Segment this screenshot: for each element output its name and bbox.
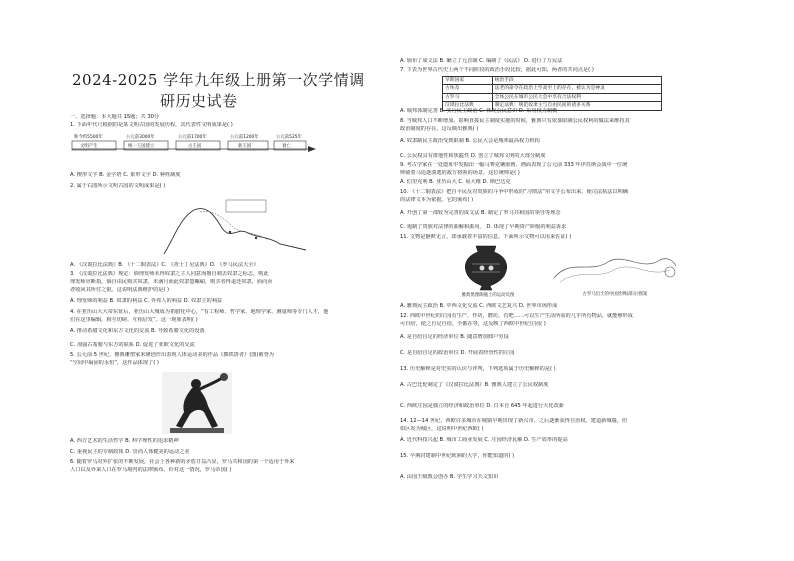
q10-line2: 的法律文本为依据。它的颁布( ) bbox=[400, 197, 474, 203]
timeline-label-2: 公元前3000年 bbox=[126, 135, 155, 140]
q1-options: A. 楔形文字 B. 金字塔 C. 象形文字 D. 种姓制度 bbox=[70, 172, 181, 178]
vase-graphic bbox=[458, 244, 514, 292]
q10-line1: 10. 《十二铜表法》把自平民反对贵族的斗争中形成的“习惯法”用文字公布出来，使司法执法以明确 bbox=[400, 189, 628, 195]
timeline-event-5: 衰亡 bbox=[282, 144, 291, 149]
q4-line2: 们在这里编辑，相互切磋，互相启发”。这一现象表明( ) bbox=[70, 317, 198, 323]
exam-title-line1: 2024-2025 学年九年级上册第一次学情调 bbox=[72, 71, 365, 89]
table-cell: 古埃及 bbox=[443, 85, 493, 93]
table-row bbox=[443, 85, 662, 93]
q13-stem: 13. 历史解释是对史实的认识与评判，下列选项属于历史解释的是( ) bbox=[400, 366, 556, 372]
q5-options-cd: C. 重视民主的专制政体 D. 崇尚人体健美的运动之美 bbox=[70, 449, 190, 455]
table-cell: 汉谟拉比法典 bbox=[443, 102, 493, 110]
q12-options-cd: C. 是自给自足的政治单位 D. 开展着经营性的庄园 bbox=[400, 350, 515, 356]
timeline-event-2: 统一王国建立 bbox=[128, 144, 155, 149]
timeline-label-3: 公元前1700年 bbox=[178, 135, 207, 140]
timeline-label-5: 公元前525年 bbox=[276, 135, 302, 140]
map-graphic bbox=[160, 198, 310, 258]
timeline-label-1: 距今约5500年 bbox=[74, 135, 103, 140]
q5-discobolus-image bbox=[162, 372, 232, 434]
table-cell: 全体公民在城市公民大会中享有合法权利 bbox=[492, 93, 661, 101]
q1-timeline bbox=[70, 133, 320, 159]
table-row bbox=[443, 77, 662, 85]
q2-options: A. 《汉谟拉比法典》B. 《十二铜表法》C. 《查士丁尼法典》D. 《罗马民法大全》 bbox=[70, 262, 259, 268]
q11-right-caption: 古罗马出土的中国丝绸(部分)图案 bbox=[582, 292, 648, 297]
q3-options: A. 理发师的利益 B. 奴隶的利益 C. 外邦人的利益 D. 奴隶主的利益 bbox=[70, 298, 223, 304]
exam-title-line2: 研历史试卷 bbox=[160, 92, 238, 110]
q8-options-ab: A. 奴隶制民主政治受到限制 B. 公民大会是城邦最高权力机构 bbox=[400, 138, 540, 144]
table-row bbox=[443, 93, 662, 101]
timeline-event-3: 古王国 bbox=[188, 144, 202, 149]
timeline-event-1: 文明产生 bbox=[80, 144, 98, 149]
q12-line2: 可自给，使之自足自给。全都在等，这反映了西欧中世纪庄园( ) bbox=[400, 321, 546, 327]
timeline-label-4: 公元前1200年 bbox=[230, 135, 259, 140]
silk-graphic bbox=[550, 248, 680, 288]
q3-line1: 3. 《汉谟拉比法典》规定：倘理发师未得奴隶之主人同意而擅自剃去奴隶之标志，则此 bbox=[70, 271, 269, 277]
section-heading: 一、选择题：本大题共 15题；共 30分 bbox=[70, 114, 160, 120]
q3-line3: 者收回其所付之银。这说明法典维护的是( ) bbox=[70, 287, 170, 293]
table-cell: 统治手段 bbox=[492, 77, 661, 85]
q10-options-ab: A. 开创了第一部较为完善的成文法 B. 制定了罗马共和国的领导等理念 bbox=[400, 210, 561, 216]
q6-options: A. 颁布了成文法 B. 确立了元首制 C. 编制了《民法》 D. 进行了万民法 bbox=[400, 58, 563, 64]
q13-options-ab: A. 古巴比伦制定了《汉谟拉比法典》B. 雅典人建立了公民权制度 bbox=[400, 382, 549, 388]
q10-options-cd: C. 遏制了贵族对法律的曲解和滥用。 D. 体现了早期资产阶级的利益诉求 bbox=[400, 224, 567, 230]
q1-stem: 1. 下面年代尺根据的是某文明古国的发展历程，其代表性文明成果是( ) bbox=[70, 122, 233, 128]
q14-line2: 如区发为城区，这说明中世纪西欧( ) bbox=[400, 426, 484, 432]
q4-options-ab: A. 推动希腊文化和东方文化的交流 B. 导致希腊文化的没落 bbox=[70, 328, 205, 334]
q8-line2: 政治制度的存在。这反映出雅典( ) bbox=[400, 126, 479, 132]
q7-stem: 7. 下表为世界古代史上两个不同阶段的政治手段比较，据此可知，两者的共同点是( ) bbox=[400, 67, 594, 73]
q12-options-ab: A. 是自给自足的经济单位 B. 随意增加佃户劳役 bbox=[400, 334, 509, 340]
q4-line1: 4. 在亚历山大大帝东征后，亚历山大城成为希腊化中心，“有工程师、哲学家、地理学家、测量师等专门人才，他 bbox=[70, 309, 329, 315]
q14-line1: 14. 12—14 世纪，西欧许多城市在城镇早期出现了新兴市，之后逐渐获得自治权，建造新城墙，但 bbox=[400, 418, 628, 424]
q11-options: A. 雅典民主政治 B. 中西文化交流 C. 西欧文艺复兴 D. 世界市场形成 bbox=[400, 303, 558, 309]
timeline-event-4: 新王国 bbox=[238, 144, 252, 149]
q11-left-caption: 雅典黑像陶瓶上的运动员图 bbox=[461, 293, 515, 298]
q9-options: A. 伯里克利 B. 亚历山大 C. 屋大维 D. 斯巴达克 bbox=[400, 179, 511, 185]
q7-table bbox=[442, 76, 662, 111]
q5-line1: 5. 公元前 5 世纪，雅典雕塑家米隆创作出表现人体运动美的作品《掷铁饼者》(图)被誉为 bbox=[70, 352, 274, 358]
q11-silk-image bbox=[550, 248, 680, 288]
q15-stem: 15. 早期封建制中世纪欧洲的大学，你能知道的( ) bbox=[400, 453, 515, 459]
q4-options-cd: C. 加强古希腊与东方的联系 D. 促进了亚欧文化的交流 bbox=[70, 342, 195, 348]
q9-line1: 9. 考古学家在一处遗址中发掘出一幅马赛克镶嵌画，画面表现了公元前 333 年伊苏斯会战中一位统 bbox=[400, 162, 628, 168]
q2-map bbox=[160, 198, 310, 258]
q5-line2: “空间中凝固的永恒”，这作品体现了( ) bbox=[70, 360, 159, 366]
q3-line2: 理发师应断指。倘自由民购买奴隶，未满月而此奴隶患癫痫，则买者得退还奴隶，而向卖 bbox=[70, 279, 273, 285]
statue-graphic bbox=[162, 372, 232, 434]
table-cell: 法老的命令在政治上至高至上的存在，被认为是神灵 bbox=[492, 85, 661, 93]
q2-stem: 2. 属于右图所示文明古国的文明成果是( ) bbox=[70, 183, 166, 189]
table-cell: 早期国家 bbox=[443, 77, 493, 85]
table-cell: 制定法典：规范奴隶主与自由民间的诸多关系 bbox=[492, 102, 661, 110]
q8-line1: 8. 当城邦人口不断增加、影响直接民主制度实施的时候，雅典只有依靠限制公民权利的做法来维持其 bbox=[400, 118, 630, 124]
q12-line1: 12. 西欧中世纪的庄园有生产，作坊，磨坊，有吧……可以生产生活所需的几乎所有物品，就能够形成 bbox=[400, 313, 633, 319]
q11-stem: 11. 文物是静默无言，却承载着丰富的信息。下面所示文物可以用来佐证( ) bbox=[400, 234, 572, 240]
q14-options: A. 近代科技兴起 B. 城市工商业发展 C. 庄园经济瓦解 D. 生产效率的提高 bbox=[400, 437, 568, 443]
q9-line2: 帅骑着马追逐溃逃的敌方将领的场景，这位统帅是( ) bbox=[400, 170, 520, 176]
q6-line1: 6. 随着罗马对外扩张的不断发展，社会上各种新的矛盾日益凸显，罗马共和国的第一个适用于外来 bbox=[70, 459, 295, 465]
q15-options: A. 由国王级教会创办 B. 学生学习天文知识 bbox=[400, 474, 499, 480]
q5-options-ab: A. 西方艺术的生活哲学 B. 科学理性的追求精神 bbox=[70, 438, 179, 444]
q8-options-cd: C. 公民权具有排他性和狭隘性 D. 创立了城邦文明的大部分制度 bbox=[400, 153, 546, 159]
table-cell: 古罗马 bbox=[443, 93, 493, 101]
q6-line2: 人口以及外来人口在罗马境内的法律颁布。针对这一情况，罗马帝国( ) bbox=[70, 467, 232, 473]
q13-options-cd: C. 西欧庄园是独立的经济和政治单位 D. 日本自 645 年起进行大化改新 bbox=[400, 403, 564, 409]
q11-vase-image bbox=[458, 244, 514, 292]
q7-options: A. 城邦体制完善 B. 实行民主政治 C. 体现公民意识 D. 采用权力制衡 bbox=[400, 108, 558, 114]
